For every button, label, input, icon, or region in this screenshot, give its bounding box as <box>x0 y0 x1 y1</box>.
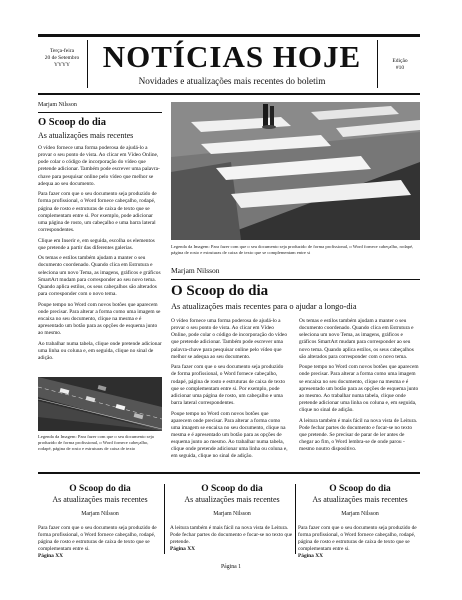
bottom-subhead: As atualizações mais recentes <box>312 494 408 504</box>
left-paragraph: Para fazer com que o seu documento seja produzido de forma profissional, o Word fornece cabeçalho, rodapé, página de rosto e estruturas de caixa de texto que se complementam entre si. Por exemplo, pode adicionar uma página de rosto, um cabeçalho e uma barra lateral correspondentes. <box>38 191 157 233</box>
bottom-section-top-rule <box>38 472 420 474</box>
left-paragraph: Clique em Inserir e, em seguida, escolha os elementos que pretende a partir das diferentes galerias. <box>38 237 155 251</box>
main-paragraph: Poupe tempo no Word com novos botões que aparecem onde precisar. Para alterar a forma como uma imagem se encaixa no seu documento, clique na mesma e é apresentado um botão para as opções de esquema junto ao mesmo. Ao trabalhar numa tabela, clique onde pretende adicionar uma linha ou coluna e, em seguida, clique no sinal de adição. <box>171 410 288 460</box>
main-column-2 <box>299 318 420 457</box>
main-headline: O Scoop do dia <box>171 283 269 299</box>
bottom-author: Marjam Nilsson <box>81 510 119 517</box>
date-weekday: Terça-feira <box>49 48 75 54</box>
issue-date <box>38 48 86 69</box>
bottom-headline: O Scoop do dia <box>201 484 263 494</box>
edition-value: #10 <box>395 64 405 71</box>
crosswalk-photo <box>171 102 420 240</box>
main-column-1 <box>171 318 289 464</box>
left-image-caption: Legenda da Imagem: Para fazer com que o seu documento seja produzido de forma profissional, o Word fornece cabeçalho, rodapé, página de rosto e estruturas de caixa de texto <box>38 434 154 451</box>
bottom-text: Para fazer com que o seu documento seja produzido de forma profissional, o Word fornece cabeçalho, rodapé, página de rosto e estruturas de caixa de texto que se complementam entre si. <box>298 524 417 552</box>
bottom-subhead: As atualizações mais recentes <box>184 494 280 504</box>
main-paragraph: O vídeo fornece uma forma poderosa de ajudá-lo a provar o seu ponto de vista. Ao clicar em Vídeo Online, pode colar o código de incorporação do vídeo que pretende adicionar. Também pode escrever uma palavra-chave para pesquisar online pelo vídeo que melhor se adequa ao seu documento. <box>171 318 288 360</box>
top-thick-rule <box>38 34 420 37</box>
bottom-author: Marjam Nilsson <box>341 510 379 517</box>
left-paragraph: O vídeo fornece uma forma poderosa de ajudá-lo a provar o seu ponto de vista. Ao clicar em Vídeo Online, pode colar o código de incorporação do vídeo que pretende adicionar. Também pode escrever uma palavra-chave para pesquisar online pelo vídeo que melhor se adequa ao seu documento. <box>38 145 160 187</box>
left-paragraph: Ao trabalhar numa tabela, clique onde pretende adicionar uma linha ou coluna e, em seguida, clique no sinal de adição. <box>38 340 162 361</box>
main-paragraph: A leitura também é mais fácil na nova vista de Leitura. Pode fechar partes do documento e focar-se no texto que pretende. Se precisar de parar de ler antes de chegar ao fim, o Word lembra-se de onde parou - mesmo noutro dispositivo. <box>299 417 418 453</box>
bottom-divider-2 <box>295 484 296 554</box>
main-paragraph: Os temas e estilos também ajudam a manter o seu documento coordenado. Quando clica em Estrutura e seleciona um novo Tema, as imagens, gráficos e gráficos SmartArt mudam para corresponder ao seu novo tema. Quando aplica estilos, os seus cabeçalhos são alterados para corresponder com o novo tema. <box>299 318 414 360</box>
bottom-author: Marjam Nilsson <box>213 510 251 517</box>
main-author-rule <box>171 279 420 280</box>
edition-label: Edição <box>392 58 408 64</box>
crosswalk-illustration <box>171 102 420 240</box>
main-subhead: As atualizações mais recentes para o ajudar a longo-dia <box>171 302 357 311</box>
bottom-page-ref: Página XX <box>298 553 324 560</box>
left-paragraph: Os temas e estilos também ajudam a manter o seu documento coordenado. Quando clica em Estrutura e seleciona um novo Tema, as imagens, gráficos e gráficos SmartArt mudam para corresponder ao seu novo tema. Quando aplica estilos, os seus cabeçalhos são alterados para corresponder com o novo tema. <box>38 255 161 297</box>
bottom-page-ref: Página XX <box>38 553 64 560</box>
bottom-page-ref: Página XX <box>170 545 196 552</box>
highway-illustration <box>38 377 162 431</box>
left-author-rule <box>38 112 162 113</box>
main-paragraph: Poupe tempo no Word com novos botões que aparecem onde precisar. Para alterar a forma como uma imagem se encaixa no seu documento, clique na mesma e é apresentado um botão para as opções de esquema junto ao mesmo. Ao trabalhar numa tabela, clique onde pretende adicionar uma linha ou coluna e, em seguida, clique no sinal de adição. <box>299 364 419 413</box>
edition-number <box>380 58 420 72</box>
date-year: YYYY <box>54 61 70 68</box>
bottom-subhead: As atualizações mais recentes <box>52 494 148 504</box>
left-headline: O Scoop do dia <box>38 117 106 128</box>
highway-aerial-photo <box>38 377 162 431</box>
bottom-headline: O Scoop do dia <box>329 484 391 494</box>
bottom-text: Para fazer com que o seu documento seja produzido de forma profissional, o Word fornece cabeçalho, rodapé, página de rosto e estruturas de caixa de texto que se complementam entre si. <box>38 524 157 552</box>
main-paragraph: Para fazer com que o seu documento seja produzido de forma profissional, o Word fornece cabeçalho, rodapé, página de rosto e estruturas de caixa de texto que se complementam entre si. Por exemplo, pode adicionar uma página de rosto, um cabeçalho e uma barra lateral correspondentes. <box>171 364 286 406</box>
masthead-right-divider <box>377 40 378 88</box>
newsletter-title: NOTÍCIAS HOJE <box>102 39 362 74</box>
left-author: Marjam Nilsson <box>38 102 77 108</box>
page-number: Página 1 <box>220 564 242 570</box>
main-author: Marjam Nilsson <box>171 266 220 275</box>
bottom-text: A leitura também é mais fácil na nova vista de Leitura. Pode fechar partes do documento e focar-se no texto que pretende. <box>170 524 293 545</box>
bottom-story-2 <box>170 484 294 552</box>
masthead-bottom-rule <box>38 93 420 95</box>
left-paragraph: Poupe tempo no Word com novos botões que aparecem onde precisar. Para alterar a forma como uma imagem se encaixa no seu documento, clique na mesma e é apresentado um botão para as opções de esquema junto ao mesmo. <box>38 301 161 336</box>
bottom-story-3 <box>298 484 422 559</box>
newsletter-subtitle: Novidades e atualizações mais recentes do boletim <box>138 76 326 86</box>
left-subhead: As atualizações mais recentes <box>38 131 134 140</box>
main-image-caption: Legenda da Imagem: Para fazer com que o seu documento seja produzido de forma profissional, o Word fornece cabeçalho, rodapé, página de rosto e estruturas de caixa de texto que se complementam entre si <box>171 244 414 255</box>
left-body <box>38 145 162 366</box>
bottom-divider-1 <box>164 484 165 554</box>
date-day-month: 20 de Setembro <box>44 54 80 61</box>
bottom-headline: O Scoop do dia <box>69 484 131 494</box>
bottom-story-1 <box>38 484 162 559</box>
